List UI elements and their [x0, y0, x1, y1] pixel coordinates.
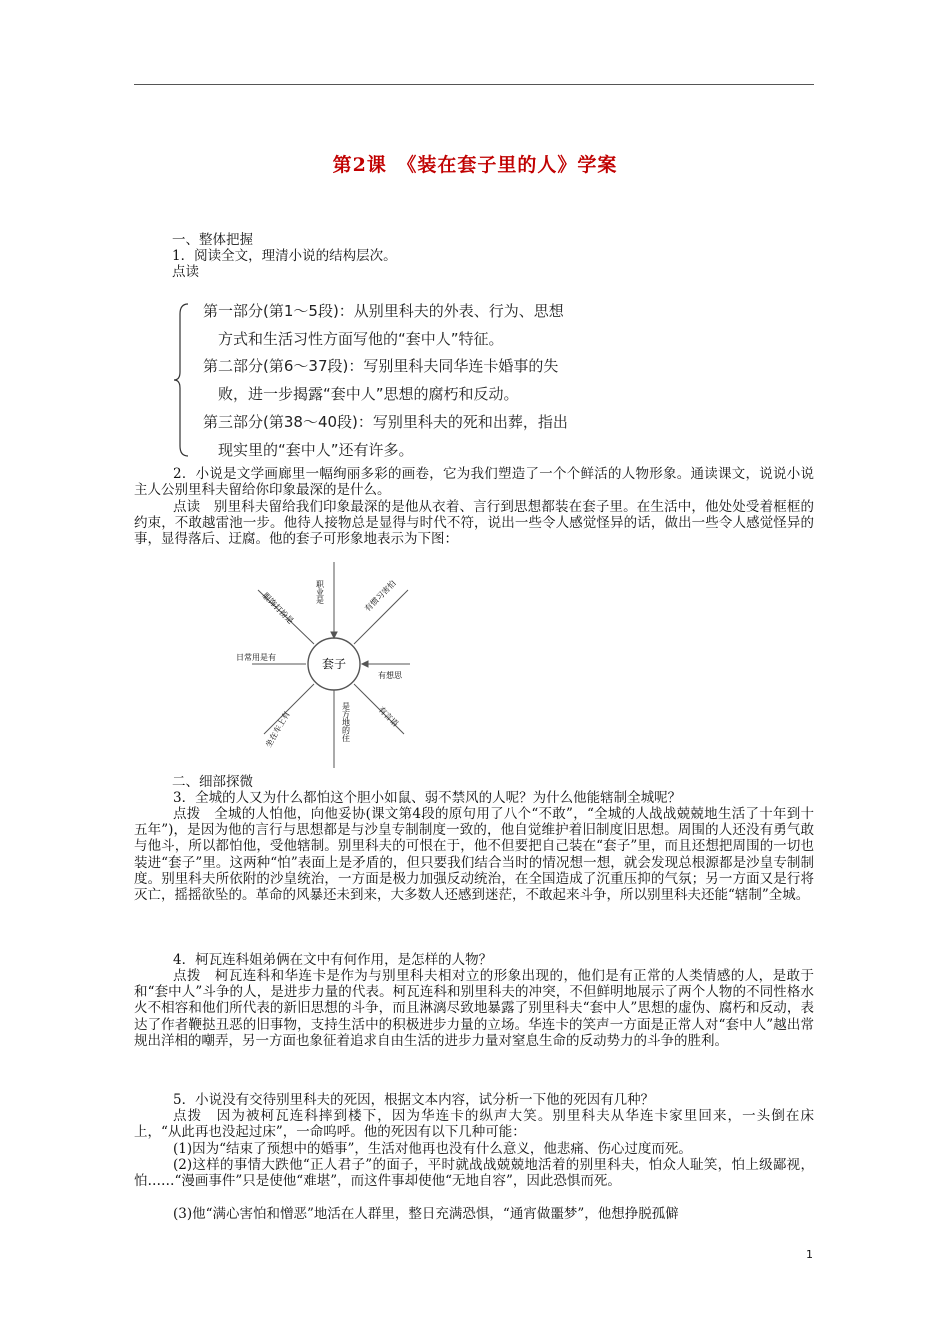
- outline-line: 第三部分(第38～40段)：写别里科夫的死和出葬，指出: [203, 413, 568, 431]
- page-number: 1: [806, 1248, 813, 1261]
- outline-line: 方式和生活习性方面写他的“套中人”特征。: [218, 330, 504, 348]
- diagram-label: 坐在车上有: [263, 709, 292, 749]
- question-4-tip: 点拨 柯瓦连科和华连卡是作为与别里科夫相对立的形象出现的，他们是有正常的人类情感的人，是敢于和“套中人”斗争的人，是进步力量的代表。柯瓦连科和别里科夫的冲突，不但鲜明地展示了两个人物的不同性格水火不相容和他们所代表的新旧思想的斗争，而且淋漓尽致地暴露了别里科夫“套中人”思想的虚伪、腐朽和反动，表达了作者鞭挞丑恶的旧事物，支持生活中的积极进步力量的立场。华连卡的笑声一方面是正常人对“套中人”越出常规出洋相的嘲弄，另一方面也象征着追求自由生活的进步力量对窒息生命的反动势力的斗争的胜利。: [134, 968, 814, 1049]
- question-5-tip: 点拨 因为被柯瓦连科摔到楼下，因为华连卡的纵声大笑。别里科夫从华连卡家里回来，一头倒在床上，“从此再也没起过床”，一命呜呼。他的死因有以下几种可能：: [134, 1108, 814, 1141]
- sleeve-diagram: [228, 560, 448, 770]
- diagram-label: 职业是: [315, 580, 325, 604]
- question-2-tip: 点读 别里科夫留给我们印象最深的是他从衣着、言行到思想都装在套子里。在生活中，他处处受着框框的约束，不敢越雷池一步。他待人接物总是显得与时代不符，说出一些令人感觉怪异的话，做出一些令人感觉怪异的事，显得落后、迂腐。他的套子可形象地表示为下图：: [134, 499, 814, 548]
- question-1-tip: 点读: [172, 264, 199, 280]
- question-3: 3．全城的人又为什么都怕这个胆小如鼠、弱不禁风的人呢？为什么他能辖制全城呢？: [173, 790, 682, 806]
- diagram-label: 有惯习害怕: [363, 578, 398, 614]
- question-1: 1．阅读全文，理清小说的结构层次。: [172, 248, 397, 264]
- list-item: (2)这样的事情大跌他“正人君子”的面子，平时就战战兢兢地活着的别里科夫，怕众人耻笑，怕上级鄙视，怕……“漫画事件”只是使他“难堪”，而这件事却使他“无地自容”，因此恐惧而死。: [134, 1157, 814, 1190]
- question-2: 2．小说是文学画廊里一幅绚丽多彩的画卷，它为我们塑造了一个个鲜活的人物形象。通读课文，说说小说主人公别里科夫留给你印象最深的是什么。: [134, 466, 814, 499]
- list-item: (1)因为“结束了预想中的婚事”，生活对他再也没有什么意义，他悲痛、伤心过度而死。: [173, 1141, 692, 1157]
- question-4: 4．柯瓦连科姐弟俩在文中有何作用，是怎样的人物？: [173, 952, 493, 968]
- section-heading: 一、整体把握: [172, 232, 253, 248]
- outline-line: 现实里的“套中人”还有许多。: [218, 441, 414, 459]
- diagram-label: 是方地的住: [341, 702, 351, 742]
- diagram-label: 服饰打扮是: [260, 591, 296, 626]
- list-item: (3)他“满心害怕和憎恶”地活在人群里，整日充满恐惧，“通宵做噩梦”，他想挣脱孤僻: [173, 1206, 679, 1222]
- diagram-center: 套子: [321, 657, 347, 671]
- outline-line: 败，进一步揭露“套中人”思想的腐朽和反动。: [218, 385, 519, 403]
- section-heading: 二、细部探微: [172, 774, 253, 790]
- diagram-label: 日常用是有: [236, 653, 276, 662]
- diagram-label: 有言语: [376, 705, 400, 729]
- brace-icon: [172, 302, 190, 458]
- diagram-label: 有想思: [378, 671, 402, 680]
- outline-line: 第二部分(第6～37段)：写别里科夫同华连卡婚事的失: [203, 357, 559, 375]
- question-3-tip: 点拨 全城的人怕他，向他妥协(课文第4段的原句用了八个“不敢”，“全城的人战战兢兢地生活了十年到十五年”)，是因为他的言行与思想都是与沙皇专制制度一致的，他自觉维护着旧制度旧思想。周围的人还没有勇气敢与他斗，所以都怕他，受他辖制。别里科夫的可恨在于，他不但要把自己装在“套子”里，而且还想把周围的一切也装进“套子”里。这两种“怕”表面上是矛盾的，但只要我们结合当时的情况想一想，就会发现总根源都是沙皇专制制度。别里科夫所依附的沙皇统治，一方面是极力加强反动统治，在全国造成了沉重压抑的气氛；另一方面又是行将灭亡，摇摇欲坠的。革命的风暴还未到来，大多数人还感到迷茫，不敢起来斗争，所以别里科夫还能“辖制”全城。: [134, 806, 814, 904]
- page-title: 第2课 《装在套子里的人》学案: [332, 154, 618, 176]
- header-rule: [134, 84, 814, 85]
- question-5: 5．小说没有交待别里科夫的死因，根据文本内容，试分析一下他的死因有几种？: [173, 1092, 655, 1108]
- outline-line: 第一部分(第1～5段)：从别里科夫的外表、行为、思想: [203, 302, 564, 320]
